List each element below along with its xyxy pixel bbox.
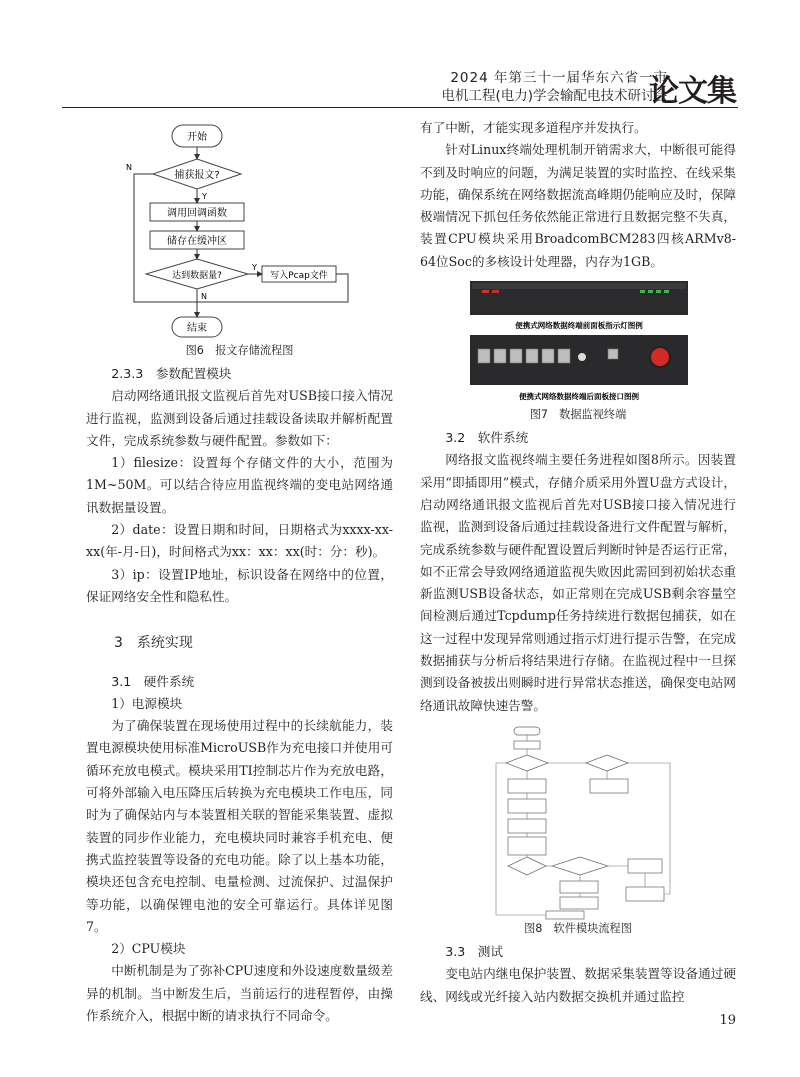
section-3-3-title: 3.3 测试 bbox=[445, 943, 503, 959]
fig6-callback-text: 调用回调函数 bbox=[167, 208, 227, 219]
fig6-capture-text: 捕获报文? bbox=[174, 170, 220, 181]
s31-para1: 为了确保装置在现场使用过程中的长续航能力，装置电源模块使用标准MicroUSB作为充电接口并使用可循环充放电模式。模块采用TI控制芯片作为充放电路，可将外部输入电压降压后转换为充电模块工作电压，同时为了确保站内与本装置相关联的智能采集装置、虚拟装置的同步作业能力，充电模块同时兼容手机充电、便携式监控装置等设备的充电功能。除了以上基本功能，模块还包含充电控制、电量检测、过流保护、过温保护等功能，以确保锂电池的安全可靠运行。具体详见图7。 bbox=[86, 718, 393, 934]
s31-sub1: 1）电源模块 bbox=[111, 695, 183, 711]
fig7-front-label: 便携式网络数据终端前面板指示灯图例 bbox=[515, 321, 643, 331]
header-brand: 论文集 bbox=[649, 74, 736, 109]
figure7 bbox=[420, 279, 736, 423]
header-rule bbox=[62, 107, 738, 108]
header-line1: 2024 年第三十一届华东六省一市 bbox=[450, 70, 668, 86]
fig6-reach-text: 达到数据量? bbox=[172, 271, 222, 281]
s233-para2: 1）filesize：设置每个存储文件的大小，范围为1M~50M。可以结合待应用监视终端的变电站网络通讯数据量设置。 bbox=[86, 455, 393, 515]
section-3-1-title: 3.1 硬件系统 bbox=[111, 673, 195, 689]
left-column bbox=[86, 117, 393, 1027]
fig6-yes2: Y bbox=[252, 263, 257, 272]
s233-para1: 启动网络通讯报文监视后首先对USB接口接入情况进行监视，监测到设备后通过挂载设备读取并解析配置文件，完成系统参数与硬件配置。参数如下： bbox=[86, 388, 393, 448]
figure8-flowchart bbox=[420, 723, 736, 921]
right-column bbox=[420, 117, 736, 1008]
figure7-caption: 图7 数据监视终端 bbox=[529, 408, 627, 422]
figure6-caption: 图6 报文存储流程图 bbox=[185, 344, 294, 357]
s33-para1: 变电站内继电保护装置、数据采集装置等设备通过硬线、网线或光纤接入站内数据交换机并通过监控 bbox=[420, 966, 736, 1004]
fig7-power-button bbox=[650, 347, 670, 367]
fig6-no1: N bbox=[126, 163, 132, 172]
fig6-no2: N bbox=[201, 292, 207, 301]
fig6-yes1: Y bbox=[202, 192, 207, 201]
fig6-write-text: 写入Pcap文件 bbox=[270, 271, 328, 281]
page-header bbox=[0, 0, 800, 112]
fig6-start-text: 开始 bbox=[187, 132, 207, 143]
fig7-front-led-red bbox=[482, 290, 489, 293]
right-para1: 针对Linux终端处理机制开销需求大，中断很可能得不到及时响应的问题，为满足装置的实时监控、在线采集功能，确保系统在网络数据流高峰期仍能响应及时，保障极端情况下抓包任务依然能正常进行且数据完整不失真，装置CPU模块采用BroadcomBCM283四核ARMv8-64位Soc的多核设计处理器，内存为1GB。 bbox=[420, 142, 736, 269]
figure7-terminal-image bbox=[420, 279, 736, 407]
s31-sub2: 2）CPU模块 bbox=[111, 941, 186, 957]
right-para0: 有了中断，才能实现多道程序并发执行。 bbox=[420, 120, 647, 135]
s233-para4: 3）ip：设置IP地址，标识设备在网络中的位置，保证网络安全性和隐私性。 bbox=[86, 566, 393, 604]
figure8-caption: 图8 软件模块流程图 bbox=[524, 921, 632, 935]
fig6-end-text: 结束 bbox=[187, 323, 207, 334]
section-3-2-title: 3.2 软件系统 bbox=[445, 430, 529, 446]
header-line2: 电机工程(电力)学会输配电技术研讨会 bbox=[441, 88, 668, 104]
figure6-flowchart bbox=[86, 117, 393, 343]
section-2-3-3-title: 2.3.3 参数配置模块 bbox=[111, 366, 232, 381]
s233-para3: 2）date：设置日期和时间，日期格式为xxxx-xx-xx(年-月-日)，时间格式为xx：xx：xx(时：分：秒)。 bbox=[86, 522, 393, 560]
s32-para1: 网络报文监视终端主要任务进程如图8所示。因装置采用“即插即用”模式，存储介质采用外置U盘方式设计，启动网络通讯报文监视后首先对USB接口接入情况进行监视，监测到设备后通过挂载设备进行文件配置与解析，完成系统参数与硬件配置设置后判断时钟是否运行正常，如不正常会导致网络通道监视失败因此需回到初始状态重新监测USB设备状态，如正常则在完成USB剩余容量空间检测后通过Tcpdump任务持续进行数据包捕获，如在这一过程中发现异常则通过指示灯进行提示告警，在完成数据捕获与分析后将结果进行存储。在监视过程中一旦探测到设备被拔出则瞬时进行异常状态推送，确保变电站网络通讯故障快速告警。 bbox=[420, 452, 736, 713]
section-3-title: 3 系统实现 bbox=[114, 635, 193, 652]
page-number: 19 bbox=[719, 1013, 736, 1028]
s31-para2: 中断机制是为了弥补CPU速度和外设速度数量级差异的机制。当中断发生后，当前运行的进程暂停，由操作系统介入，根据中断的请求执行不同命令。 bbox=[86, 963, 393, 1024]
fig7-rear-label: 便携式网络数据终端后面板接口图例 bbox=[519, 392, 639, 402]
fig6-buffer-text: 储存在缓冲区 bbox=[167, 236, 227, 247]
